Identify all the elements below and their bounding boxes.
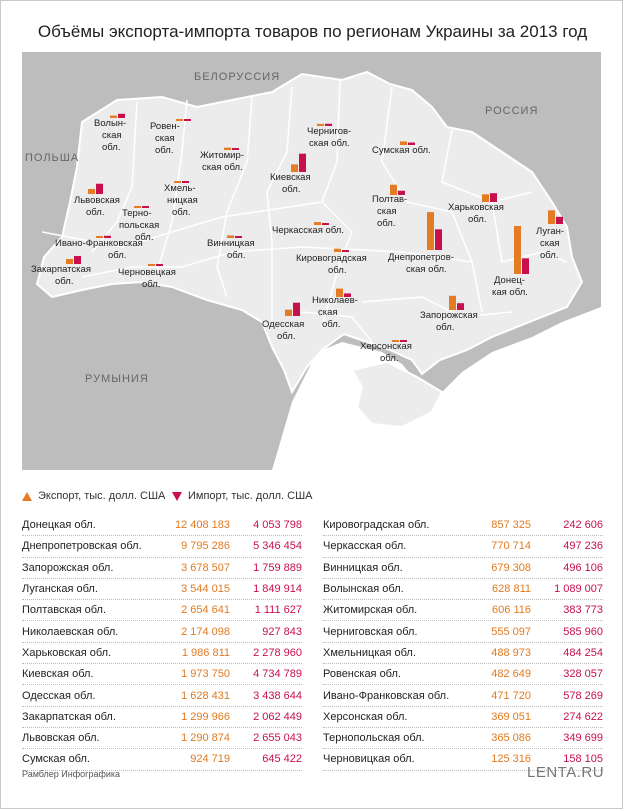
country-poland: ПОЛЬША — [25, 152, 80, 164]
region-label-ivano: Ивано-Франковская обл. — [55, 238, 143, 261]
cell-region: Ровенская обл. — [323, 668, 401, 681]
region-label-odessa: Одесская обл. — [262, 319, 305, 342]
import-bar — [156, 264, 163, 266]
region-label-zaporozhye: Запорожская обл. — [420, 310, 478, 333]
region-label-chernovtsy: Черновецкая обл. — [118, 267, 176, 290]
cell-import: 4 053 798 — [253, 519, 302, 532]
legend-export — [22, 490, 165, 502]
cell-export: 1 290 874 — [181, 732, 230, 745]
table-row — [22, 600, 302, 621]
table-left — [22, 515, 302, 771]
import-bar — [457, 303, 464, 310]
cell-export: 1 628 431 — [181, 689, 230, 702]
cell-import: 242 606 — [563, 519, 603, 532]
cell-import: 2 655 043 — [253, 732, 302, 745]
export-triangle-icon — [22, 492, 32, 501]
cell-export: 924 719 — [190, 753, 230, 766]
import-triangle-icon — [172, 492, 182, 501]
export-bar — [482, 194, 489, 202]
cell-region: Черновицкая обл. — [323, 753, 415, 766]
region-label-nikolaev: Николаев-ская обл. — [312, 295, 358, 330]
cell-region: Житомирская обл. — [323, 604, 418, 617]
region-label-kherson: Херсонская обл. — [360, 341, 412, 364]
table-right — [323, 515, 603, 771]
table-row — [323, 515, 603, 536]
cell-import: 1 089 007 — [554, 583, 603, 596]
table-row — [22, 536, 302, 557]
cell-region: Донецкая обл. — [22, 519, 96, 532]
export-bar — [427, 212, 434, 250]
table-row — [22, 707, 302, 728]
import-bar — [293, 303, 300, 316]
cell-region: Черкасская обл. — [323, 540, 407, 553]
country-belarus: БЕЛОРУССИЯ — [194, 71, 281, 83]
export-bar — [449, 296, 456, 310]
cell-import: 5 346 454 — [253, 540, 302, 553]
region-label-cherkassy: Черкасская обл. — [272, 225, 344, 236]
region-label-luhansk: Луган-ская обл. — [536, 226, 565, 261]
cell-region: Черниговская обл. — [323, 625, 418, 638]
cell-import: 274 622 — [563, 710, 603, 723]
region-label-zhitomir: Житомир-ская обл. — [200, 150, 244, 173]
table-row — [22, 664, 302, 685]
cell-export: 365 086 — [491, 732, 531, 745]
footer-brand-logo: LENTA.RU — [527, 764, 605, 781]
import-bar — [96, 184, 103, 194]
region-label-poltava: Полтав-ская обл. — [372, 194, 408, 229]
table-row — [323, 728, 603, 749]
table-row — [323, 579, 603, 600]
cell-region: Ивано-Франковская обл. — [323, 689, 450, 702]
cell-region: Закарпатская обл. — [22, 710, 116, 723]
cell-export: 2 174 098 — [181, 625, 230, 638]
region-label-sumy: Сумская обл. — [372, 145, 431, 156]
cell-import: 497 236 — [563, 540, 603, 553]
table-row — [22, 579, 302, 600]
cell-export: 679 308 — [491, 561, 531, 574]
cell-export: 1 973 750 — [181, 668, 230, 681]
region-label-kharkov: Харьковская обл. — [448, 202, 504, 225]
import-bar — [490, 193, 497, 202]
region-label-khmel: Хмель-ницкая обл. — [164, 183, 198, 218]
cell-import: 4 734 789 — [253, 668, 302, 681]
import-bar — [522, 258, 529, 274]
cell-export: 488 973 — [491, 646, 531, 659]
table-row — [323, 558, 603, 579]
cell-import: 328 057 — [563, 668, 603, 681]
cell-export: 628 811 — [492, 583, 531, 596]
cell-import: 585 960 — [563, 625, 603, 638]
export-bar — [285, 310, 292, 316]
cell-region: Одесская обл. — [22, 689, 96, 702]
cell-region: Запорожская обл. — [22, 561, 114, 574]
country-romania: РУМЫНИЯ — [85, 373, 149, 385]
region-label-lviv: Львовская обл. — [74, 195, 120, 218]
map-labels-layer — [22, 52, 601, 470]
cell-import: 1 849 914 — [253, 583, 302, 596]
cell-region: Днепропетровская обл. — [22, 540, 142, 553]
import-bar — [556, 217, 563, 224]
cell-region: Херсонская обл. — [323, 710, 408, 723]
cell-import: 1 111 627 — [254, 604, 302, 617]
cell-import: 578 269 — [563, 689, 603, 702]
region-label-zakarp: Закарпатская обл. — [31, 264, 91, 287]
cell-export: 555 097 — [491, 625, 531, 638]
region-label-ternopol: Терно-польская обл. — [119, 208, 160, 243]
legend-export-label: Экспорт, тыс. долл. США — [38, 490, 166, 502]
export-bar — [148, 264, 155, 266]
legend-import — [172, 490, 313, 502]
cell-import: 158 105 — [563, 753, 603, 766]
cell-region: Кировоградская обл. — [323, 519, 430, 532]
legend-import-label: Импорт, тыс. долл. США — [188, 490, 313, 502]
cell-import: 484 254 — [563, 646, 603, 659]
cell-export: 471 720 — [491, 689, 531, 702]
table-row — [323, 643, 603, 664]
cell-export: 125 316 — [491, 753, 531, 766]
cell-region: Николаевская обл. — [22, 625, 119, 638]
import-bar — [299, 154, 306, 172]
region-label-dnepr: Днепропетров-ская обл. — [388, 252, 454, 275]
cell-export: 3 678 507 — [181, 561, 230, 574]
export-bar — [514, 226, 521, 274]
cell-export: 369 051 — [491, 710, 531, 723]
cell-export: 1 986 811 — [181, 646, 230, 659]
cell-export: 770 714 — [491, 540, 531, 553]
table-row — [22, 749, 302, 770]
region-label-kiev: Киевская обл. — [270, 172, 311, 195]
cell-region: Полтавская обл. — [22, 604, 107, 617]
cell-export: 3 544 015 — [181, 583, 230, 596]
table-row — [323, 536, 603, 557]
region-label-donetsk: Донец-кая обл. — [492, 275, 528, 298]
cell-import: 349 699 — [563, 732, 603, 745]
cell-export: 1 299 966 — [181, 710, 230, 723]
cell-export: 857 325 — [491, 519, 531, 532]
cell-region: Волынская обл. — [323, 583, 404, 596]
country-russia: РОССИЯ — [485, 105, 539, 117]
footer-source: Рамблер Инфографика — [22, 769, 121, 779]
cell-import: 645 422 — [262, 753, 302, 766]
cell-region: Хмельницкая обл. — [323, 646, 416, 659]
export-bar — [291, 164, 298, 172]
cell-region: Винницкая обл. — [323, 561, 403, 574]
cell-import: 2 278 960 — [253, 646, 302, 659]
table-row — [323, 600, 603, 621]
cell-export: 12 408 183 — [174, 519, 230, 532]
page-title: Объёмы экспорта-импорта товаров по регионам Украины за 2013 год — [37, 22, 588, 41]
import-bar — [74, 256, 81, 264]
cell-import: 2 062 449 — [253, 710, 302, 723]
table-row — [323, 707, 603, 728]
table-row — [22, 685, 302, 706]
cell-import: 1 759 889 — [253, 561, 302, 574]
table-row — [22, 621, 302, 642]
ukraine-map — [22, 52, 601, 470]
region-label-volyn: Волын-ская обл. — [94, 118, 127, 153]
import-bar — [342, 250, 349, 252]
table-row — [22, 515, 302, 536]
cell-export: 9 795 286 — [181, 540, 230, 553]
cell-import: 927 843 — [262, 625, 302, 638]
cell-region: Тернопольская обл. — [323, 732, 425, 745]
cell-export: 2 654 641 — [181, 604, 230, 617]
table-row — [323, 664, 603, 685]
table-row — [22, 558, 302, 579]
export-bar — [88, 189, 95, 194]
table-row — [22, 728, 302, 749]
region-label-kirovograd: Кировоградская обл. — [296, 253, 367, 276]
cell-region: Луганская обл. — [22, 583, 98, 596]
cell-import: 3 438 644 — [253, 689, 302, 702]
import-bar — [184, 119, 191, 121]
cell-region: Киевская обл. — [22, 668, 94, 681]
cell-import: 383 773 — [563, 604, 603, 617]
region-label-rovno: Ровен-ская обл. — [150, 121, 180, 156]
region-label-chernigov: Чернигов-ская обл. — [307, 126, 352, 149]
cell-export: 482 649 — [491, 668, 531, 681]
table-row — [323, 685, 603, 706]
table-row — [22, 643, 302, 664]
table-row — [323, 621, 603, 642]
cell-region: Сумская обл. — [22, 753, 90, 766]
cell-region: Львовская обл. — [22, 732, 100, 745]
cell-export: 606 116 — [492, 604, 531, 617]
import-bar — [435, 229, 442, 250]
export-bar — [334, 249, 341, 252]
cell-region: Харьковская обл. — [22, 646, 112, 659]
region-label-vinnitsa: Винницкая обл. — [207, 238, 255, 261]
export-bar — [548, 210, 555, 224]
cell-import: 496 106 — [563, 561, 603, 574]
